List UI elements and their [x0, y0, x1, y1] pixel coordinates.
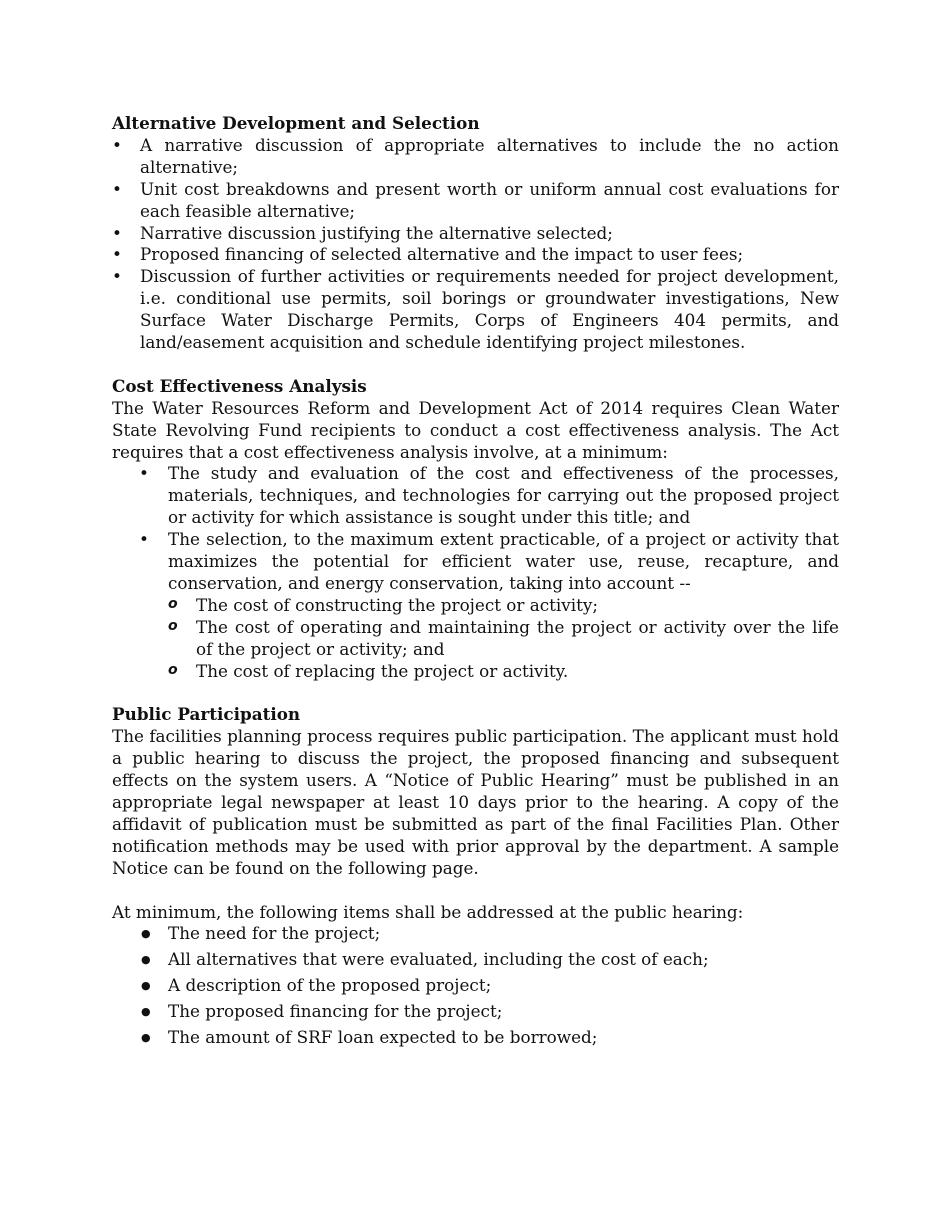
alternatives-list: [112, 135, 839, 354]
list-item: • Discussion of further activities or requirements needed for project development, i.e. conditional use permits, soil borings or groundwater investigations, New Surface Water Discharge Permits, Corps of Engineers 404 permits, and land/easement acquisition and schedule identifying project milestones.: [112, 266, 839, 354]
cost-intro-paragraph: The Water Resources Reform and Development Act of 2014 requires Clean Water State Revolving Fund recipients to conduct a cost effectiveness analysis. The Act requires that a cost effectiveness analysis involve, at a minimum:: [112, 397, 839, 462]
sublist-item: o The cost of operating and maintaining the project or activity over the life of the project or activity; and: [167, 617, 839, 661]
document-page: [112, 113, 839, 1053]
public-paragraph: The facilities planning process requires public participation. The applicant must hold a public hearing to discuss the project, the proposed financing and subsequent effects on the system users. A “Notice of Public Hearing” must be published in an appropriate legal newspaper at least 10 days prior to the hearing. A copy of the affidavit of publication must be submitted as part of the final Facilities Plan. Other notification methods may be used with prior approval by the department. A sample Notice can be found on the following page.: [112, 726, 839, 878]
section-heading-alternatives: Alternative Development and Selection: [112, 113, 480, 133]
list-item: [139, 529, 839, 682]
section-heading-public: Public Participation: [112, 704, 301, 725]
sublist-item: o The cost of replacing the project or activity.: [167, 661, 839, 683]
list-item-text: The selection, to the maximum extent practicable, of a project or activity that maximizes the potential for efficient water use, reuse, recapture, and conservation, and energy conservation, taking into account --: [168, 529, 839, 594]
list-item: ● The need for the project;: [139, 923, 839, 945]
list-item: ● All alternatives that were evaluated, including the cost of each;: [139, 949, 839, 971]
hearing-intro: At minimum, the following items shall be addressed at the public hearing:: [112, 901, 744, 922]
list-item: • The study and evaluation of the cost and effectiveness of the processes, materials, techniques, and technologies for carrying out the proposed project or activity for which assistance is sought under this title; and: [139, 463, 839, 529]
cost-sublist: [140, 595, 839, 683]
list-item: • Proposed financing of selected alternative and the impact to user fees;: [112, 244, 839, 266]
section-heading-cost: Cost Effectiveness Analysis: [112, 375, 367, 396]
list-item: ● The proposed financing for the project;: [139, 1001, 839, 1023]
list-item: • Narrative discussion justifying the alternative selected;: [112, 223, 839, 245]
cost-list: [112, 463, 839, 682]
sublist-item: o The cost of constructing the project or activity;: [167, 595, 839, 617]
list-item: • A narrative discussion of appropriate alternatives to include the no action alternative;: [112, 135, 839, 179]
list-item: • Unit cost breakdowns and present worth or uniform annual cost evaluations for each feasible alternative;: [112, 179, 839, 223]
list-item: ● A description of the proposed project;: [139, 975, 839, 997]
hearing-items-list: [112, 923, 839, 1049]
list-item: ● The amount of SRF loan expected to be borrowed;: [139, 1027, 839, 1049]
